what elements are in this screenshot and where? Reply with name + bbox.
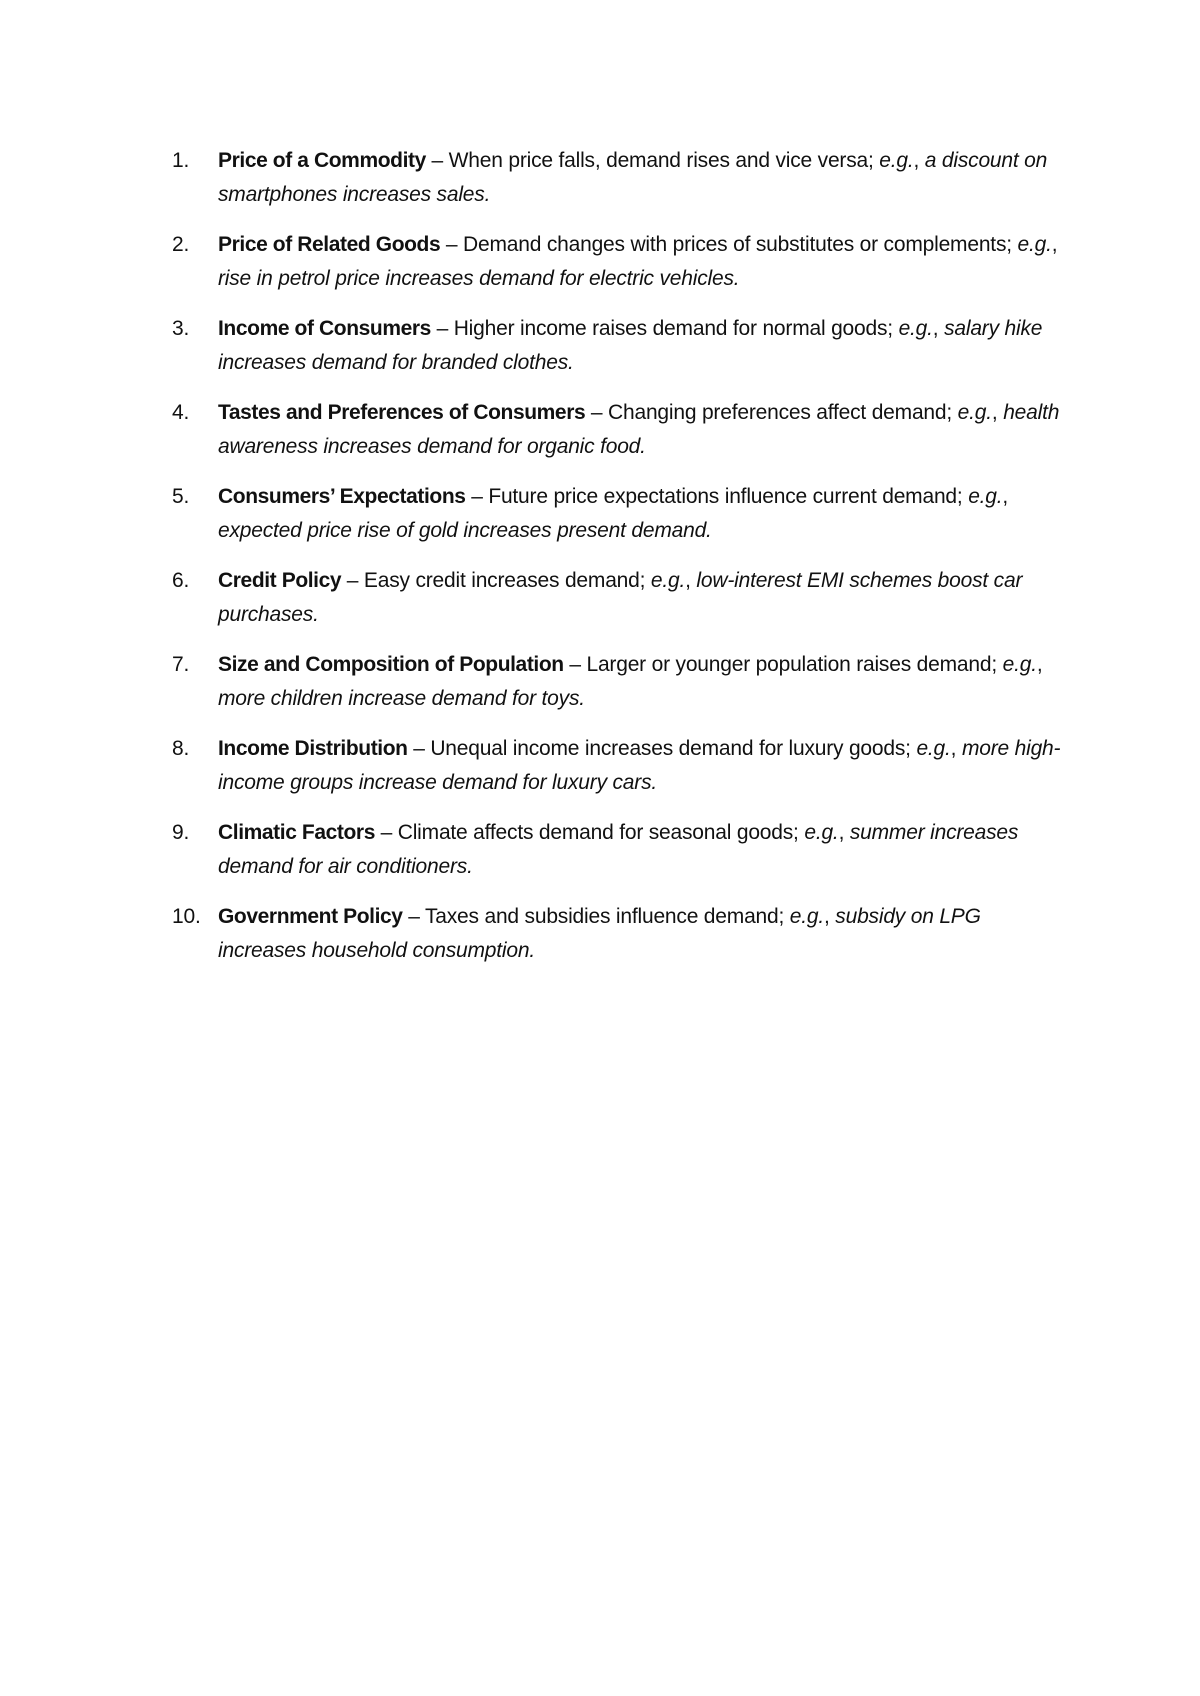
item-example: subsidy on LPG increases household consumption. [218, 905, 981, 962]
item-example: health awareness increases demand for organic food. [218, 401, 1060, 458]
item-eg-comma: , [824, 905, 836, 928]
item-number: 7. [172, 653, 190, 676]
list-item [172, 648, 1072, 716]
item-number: 10. [172, 905, 201, 928]
item-example: summer increases demand for air conditioners. [218, 821, 1019, 878]
item-number: 5. [172, 485, 190, 508]
item-title: Tastes and Preferences of Consumers [218, 401, 586, 424]
item-separator: – [440, 233, 464, 256]
item-number: 3. [172, 317, 190, 340]
item-description: Unequal income increases demand for luxury goods; [430, 737, 917, 760]
list-item [172, 732, 1072, 800]
item-separator: – [375, 821, 398, 844]
list-item [172, 480, 1072, 548]
item-example: salary hike increases demand for branded clothes. [218, 317, 1043, 374]
item-example: a discount on smartphones increases sales. [218, 149, 1048, 206]
item-description: Climate affects demand for seasonal goods; [397, 821, 805, 844]
item-eg-label: e.g. [968, 485, 1003, 508]
item-eg-comma: , [1036, 653, 1043, 676]
item-eg-label: e.g. [650, 569, 686, 592]
item-eg-label: e.g. [957, 401, 992, 424]
item-description: Taxes and subsidies influence demand; [424, 905, 790, 928]
item-description: Future price expectations influence current demand; [488, 485, 969, 508]
item-example: rise in petrol price increases demand for electric vehicles. [218, 267, 740, 290]
item-description: Easy credit increases demand; [363, 569, 651, 592]
item-separator: – [585, 401, 609, 424]
item-eg-comma: , [838, 821, 850, 844]
item-example: low-interest EMI schemes boost car purchases. [218, 569, 1023, 626]
item-number: 9. [172, 821, 190, 844]
item-description: When price falls, demand rises and vice versa; [448, 149, 880, 172]
list-item [172, 900, 1072, 968]
item-eg-comma: , [932, 317, 945, 340]
item-eg-label: e.g. [804, 821, 839, 844]
item-example: expected price rise of gold increases present demand. [218, 519, 712, 542]
item-title: Price of Related Goods [218, 233, 441, 256]
item-separator: – [430, 317, 454, 340]
item-separator: – [341, 569, 364, 592]
item-separator: – [402, 905, 425, 928]
item-eg-label: e.g. [879, 149, 914, 172]
item-example: more children increase demand for toys. [218, 687, 585, 710]
demand-factors-list [172, 144, 1072, 984]
item-eg-comma: , [913, 149, 925, 172]
item-title: Income of Consumers [218, 317, 431, 340]
item-number: 1. [172, 149, 190, 172]
item-description: Larger or younger population raises demand; [586, 653, 1003, 676]
item-eg-label: e.g. [1017, 233, 1052, 256]
item-number: 4. [172, 401, 190, 424]
item-eg-label: e.g. [898, 317, 933, 340]
item-title: Climatic Factors [218, 821, 375, 844]
item-eg-comma: , [685, 569, 697, 592]
item-description: Changing preferences affect demand; [608, 401, 958, 424]
item-eg-label: e.g. [1002, 653, 1037, 676]
list-item [172, 816, 1072, 884]
list-item [172, 396, 1072, 464]
list-item [172, 144, 1072, 212]
item-eg-comma: , [950, 737, 962, 760]
item-eg-comma: , [1051, 233, 1058, 256]
item-separator: – [407, 737, 431, 760]
item-eg-comma: , [1002, 485, 1009, 508]
item-eg-label: e.g. [789, 905, 825, 928]
item-number: 6. [172, 569, 190, 592]
item-title: Income Distribution [218, 737, 408, 760]
item-example: more high-income groups increase demand for luxury cars. [218, 737, 1061, 794]
item-separator: – [465, 485, 489, 508]
item-description: Higher income raises demand for normal goods; [453, 317, 899, 340]
item-eg-comma: , [991, 401, 1004, 424]
item-number: 8. [172, 737, 190, 760]
item-description: Demand changes with prices of substitutes or complements; [463, 233, 1018, 256]
item-title: Size and Composition of Population [218, 653, 564, 676]
item-number: 2. [172, 233, 190, 256]
list-item [172, 564, 1072, 632]
item-eg-label: e.g. [916, 737, 951, 760]
list-item [172, 312, 1072, 380]
item-title: Price of a Commodity [218, 149, 426, 172]
item-title: Consumers’ Expectations [218, 485, 466, 508]
list-item [172, 228, 1072, 296]
item-title: Credit Policy [218, 569, 342, 592]
item-separator: – [563, 653, 587, 676]
item-separator: – [425, 149, 449, 172]
item-title: Government Policy [218, 905, 403, 928]
